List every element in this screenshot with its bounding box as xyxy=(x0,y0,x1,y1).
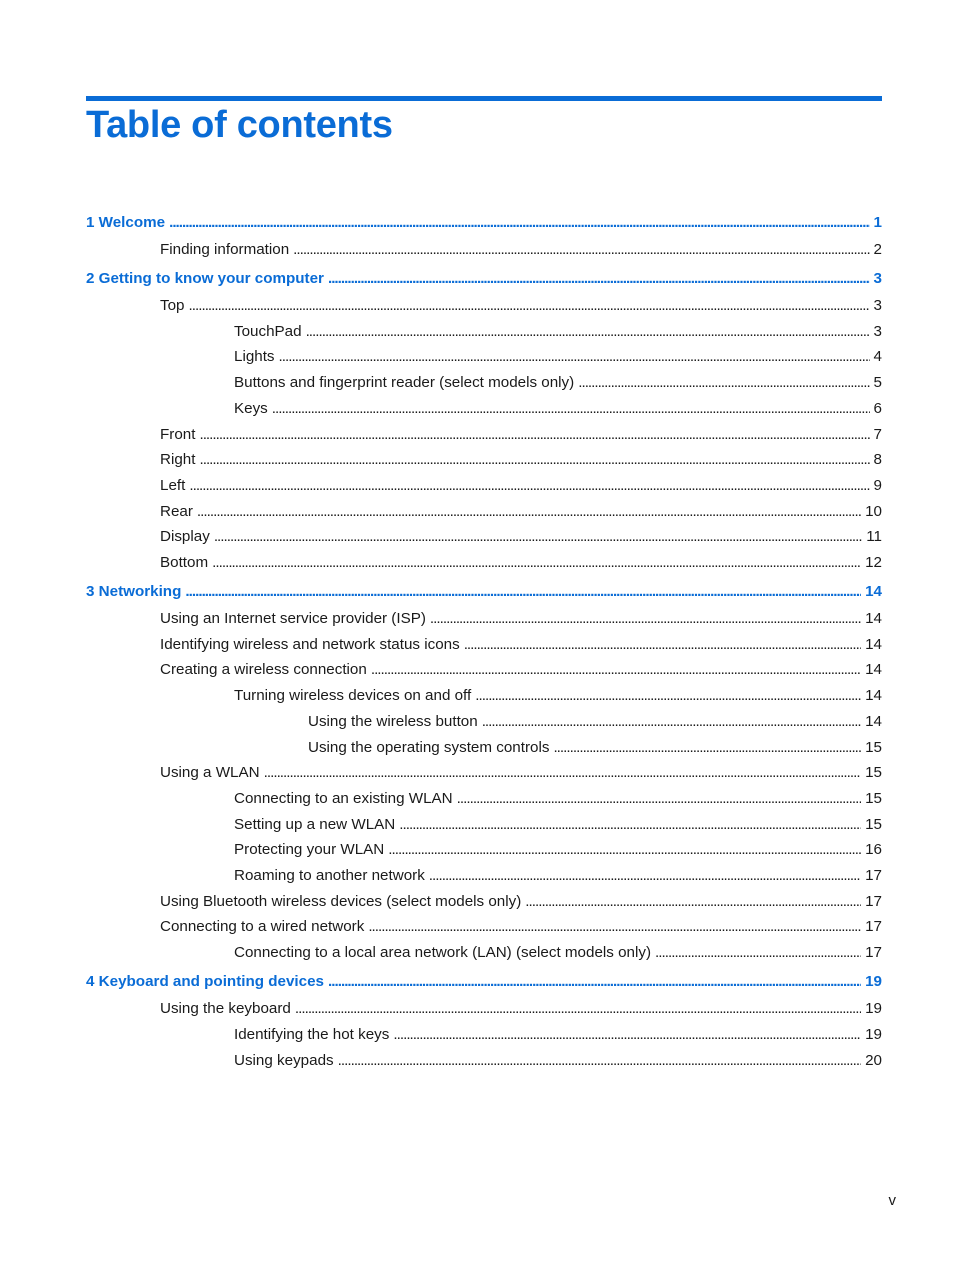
toc-entry-page: 20 xyxy=(865,1051,882,1069)
toc-chapter-entry[interactable] xyxy=(86,972,882,992)
toc-entry[interactable] xyxy=(160,296,882,316)
toc-entry-label: Lights xyxy=(234,348,275,366)
toc-entry-page: 7 xyxy=(873,425,882,443)
footer-page-number: v xyxy=(888,1192,896,1209)
toc-entry-page: 14 xyxy=(865,661,882,679)
toc-entry[interactable] xyxy=(234,322,882,342)
toc-entry[interactable] xyxy=(234,943,882,963)
toc-entry-label: Turning wireless devices on and off xyxy=(234,687,472,705)
toc-entry[interactable] xyxy=(160,240,882,260)
toc-dot-leader xyxy=(553,738,861,758)
toc-entry-page: 1 xyxy=(873,214,882,231)
toc-dot-leader xyxy=(338,1051,861,1071)
toc-dot-leader xyxy=(295,999,861,1019)
toc-entry[interactable] xyxy=(160,425,882,445)
toc-entry-label: Using the wireless button xyxy=(308,712,478,730)
toc-entry[interactable] xyxy=(160,763,882,783)
toc-entry-page: 3 xyxy=(873,297,882,314)
toc-chapter-entry[interactable] xyxy=(86,269,882,289)
toc-entry[interactable] xyxy=(234,347,882,367)
toc-dot-leader xyxy=(328,972,861,992)
toc-dot-leader xyxy=(212,553,861,573)
toc-dot-leader xyxy=(464,635,861,655)
toc-entry-label: Setting up a new WLAN xyxy=(234,815,396,833)
toc-dot-leader xyxy=(272,399,870,419)
toc-entry-page: 10 xyxy=(865,502,882,520)
toc-dot-leader xyxy=(199,450,869,470)
toc-entry[interactable] xyxy=(160,450,882,470)
toc-entry[interactable] xyxy=(234,1051,882,1071)
toc-entry-label: Using a WLAN xyxy=(160,764,260,782)
toc-entry[interactable] xyxy=(234,815,882,835)
toc-entry-page: 15 xyxy=(865,789,882,807)
toc-entry-label: Connecting to a local area network (LAN) (select models only) xyxy=(234,944,652,962)
toc-entry-label: 1 Welcome xyxy=(86,214,166,231)
toc-entry-label: Display xyxy=(160,528,210,546)
toc-entry[interactable] xyxy=(234,399,882,419)
toc-entry-page: 14 xyxy=(865,583,882,600)
toc-entry-page: 3 xyxy=(873,322,882,340)
toc-entry-page: 15 xyxy=(865,764,882,782)
toc-entry[interactable] xyxy=(234,1025,882,1045)
toc-entry-label: TouchPad xyxy=(234,322,302,340)
toc-entry-label: 4 Keyboard and pointing devices xyxy=(86,973,324,991)
toc-entry[interactable] xyxy=(234,686,882,706)
toc-dot-leader xyxy=(371,660,861,680)
page-title: Table of contents xyxy=(86,104,393,146)
toc-entry-label: Rear xyxy=(160,502,193,520)
toc-entry-page: 17 xyxy=(865,918,882,936)
toc-entry[interactable] xyxy=(160,609,882,629)
toc-entry[interactable] xyxy=(160,476,882,496)
toc-entry-page: 11 xyxy=(866,528,882,546)
toc-entry-label: Using keypads xyxy=(234,1051,334,1069)
toc-dot-leader xyxy=(578,373,869,393)
toc-entry[interactable] xyxy=(160,999,882,1019)
toc-entry-page: 5 xyxy=(873,374,882,392)
toc-entry-page: 19 xyxy=(865,1025,882,1043)
toc-entry-label: Buttons and fingerprint reader (select models only) xyxy=(234,374,575,392)
toc-entry-page: 19 xyxy=(865,973,882,991)
toc-entry-label: Front xyxy=(160,425,196,443)
toc-entry-label: Bottom xyxy=(160,554,209,571)
toc-entry-page: 4 xyxy=(873,348,882,366)
toc-entry-page: 14 xyxy=(865,610,882,627)
toc-dot-leader xyxy=(399,815,861,835)
toc-entry-label: Roaming to another network xyxy=(234,867,425,884)
toc-entry-label: Using the keyboard xyxy=(160,1000,291,1018)
toc-entry-page: 6 xyxy=(873,399,882,417)
toc-entry[interactable] xyxy=(234,789,882,809)
toc-entry[interactable] xyxy=(308,712,882,732)
toc-entry-label: Finding information xyxy=(160,241,290,258)
toc-entry-label: Top xyxy=(160,297,185,314)
toc-dot-leader xyxy=(368,917,861,937)
toc-entry[interactable] xyxy=(234,866,882,886)
toc-entry-label: Connecting to a wired network xyxy=(160,918,365,936)
toc-entry-label: Right xyxy=(160,451,196,469)
toc-entry-label: 3 Networking xyxy=(86,583,182,600)
toc-entry[interactable] xyxy=(308,738,882,758)
toc-chapter-entry[interactable] xyxy=(86,213,882,233)
toc-dot-leader xyxy=(482,712,861,732)
toc-dot-leader xyxy=(328,269,870,289)
toc-entry[interactable] xyxy=(234,840,882,860)
toc-dot-leader xyxy=(189,476,869,496)
toc-entry[interactable] xyxy=(160,660,882,680)
toc-entry-label: Identifying the hot keys xyxy=(234,1025,390,1043)
toc-dot-leader xyxy=(214,527,862,547)
toc-entry-label: Connecting to an existing WLAN xyxy=(234,789,453,807)
toc-entry-page: 15 xyxy=(865,738,882,756)
toc-entry[interactable] xyxy=(160,917,882,937)
toc-entry-page: 14 xyxy=(865,635,882,653)
toc-entry-label: Protecting your WLAN xyxy=(234,841,385,859)
toc-entry[interactable] xyxy=(234,373,882,393)
toc-chapter-entry[interactable] xyxy=(86,582,882,602)
toc-entry[interactable] xyxy=(160,527,882,547)
toc-entry-page: 17 xyxy=(865,867,882,884)
toc-entry-page: 19 xyxy=(865,1000,882,1018)
toc-dot-leader xyxy=(429,866,861,886)
toc-entry-label: Creating a wireless connection xyxy=(160,661,367,679)
toc-dot-leader xyxy=(393,1025,861,1045)
toc-dot-leader xyxy=(189,296,870,316)
toc-entry-page: 15 xyxy=(865,815,882,833)
toc-entry-page: 9 xyxy=(873,476,882,494)
toc-entry[interactable] xyxy=(160,502,882,522)
toc-entry-page: 2 xyxy=(873,241,882,258)
toc-dot-leader xyxy=(197,502,861,522)
toc-entry-label: Identifying wireless and network status icons xyxy=(160,635,460,653)
toc-entry-label: Using an Internet service provider (ISP) xyxy=(160,610,426,627)
toc-dot-leader xyxy=(279,347,870,367)
toc-entry-page: 16 xyxy=(865,841,882,859)
toc-entry[interactable] xyxy=(160,635,882,655)
toc-entry-page: 17 xyxy=(865,892,882,910)
toc-entry-page: 12 xyxy=(865,554,882,571)
toc-dot-leader xyxy=(388,840,861,860)
toc-entry-page: 14 xyxy=(865,712,882,730)
toc-entry[interactable] xyxy=(160,892,882,912)
toc-entry-label: Using the operating system controls xyxy=(308,738,550,756)
toc-entry-label: Left xyxy=(160,476,186,494)
toc-dot-leader xyxy=(655,943,861,963)
toc-dot-leader xyxy=(525,892,861,912)
toc-dot-leader xyxy=(169,213,869,233)
toc-dot-leader xyxy=(457,789,861,809)
toc-dot-leader xyxy=(306,322,870,342)
toc-entry-page: 3 xyxy=(873,270,882,287)
toc-entry-page: 14 xyxy=(865,687,882,705)
toc-dot-leader xyxy=(199,425,869,445)
toc-dot-leader xyxy=(293,240,869,260)
toc-entry-page: 8 xyxy=(873,451,882,469)
toc-entry-label: Using Bluetooth wireless devices (select models only) xyxy=(160,892,522,910)
toc-dot-leader xyxy=(430,609,861,629)
toc-dot-leader xyxy=(185,582,861,602)
toc-entry-label: Keys xyxy=(234,399,268,417)
toc-entry-page: 17 xyxy=(865,944,882,962)
toc-entry-label: 2 Getting to know your computer xyxy=(86,270,324,287)
toc-dot-leader xyxy=(264,763,861,783)
toc-dot-leader xyxy=(475,686,861,706)
toc-entry[interactable] xyxy=(160,553,882,573)
